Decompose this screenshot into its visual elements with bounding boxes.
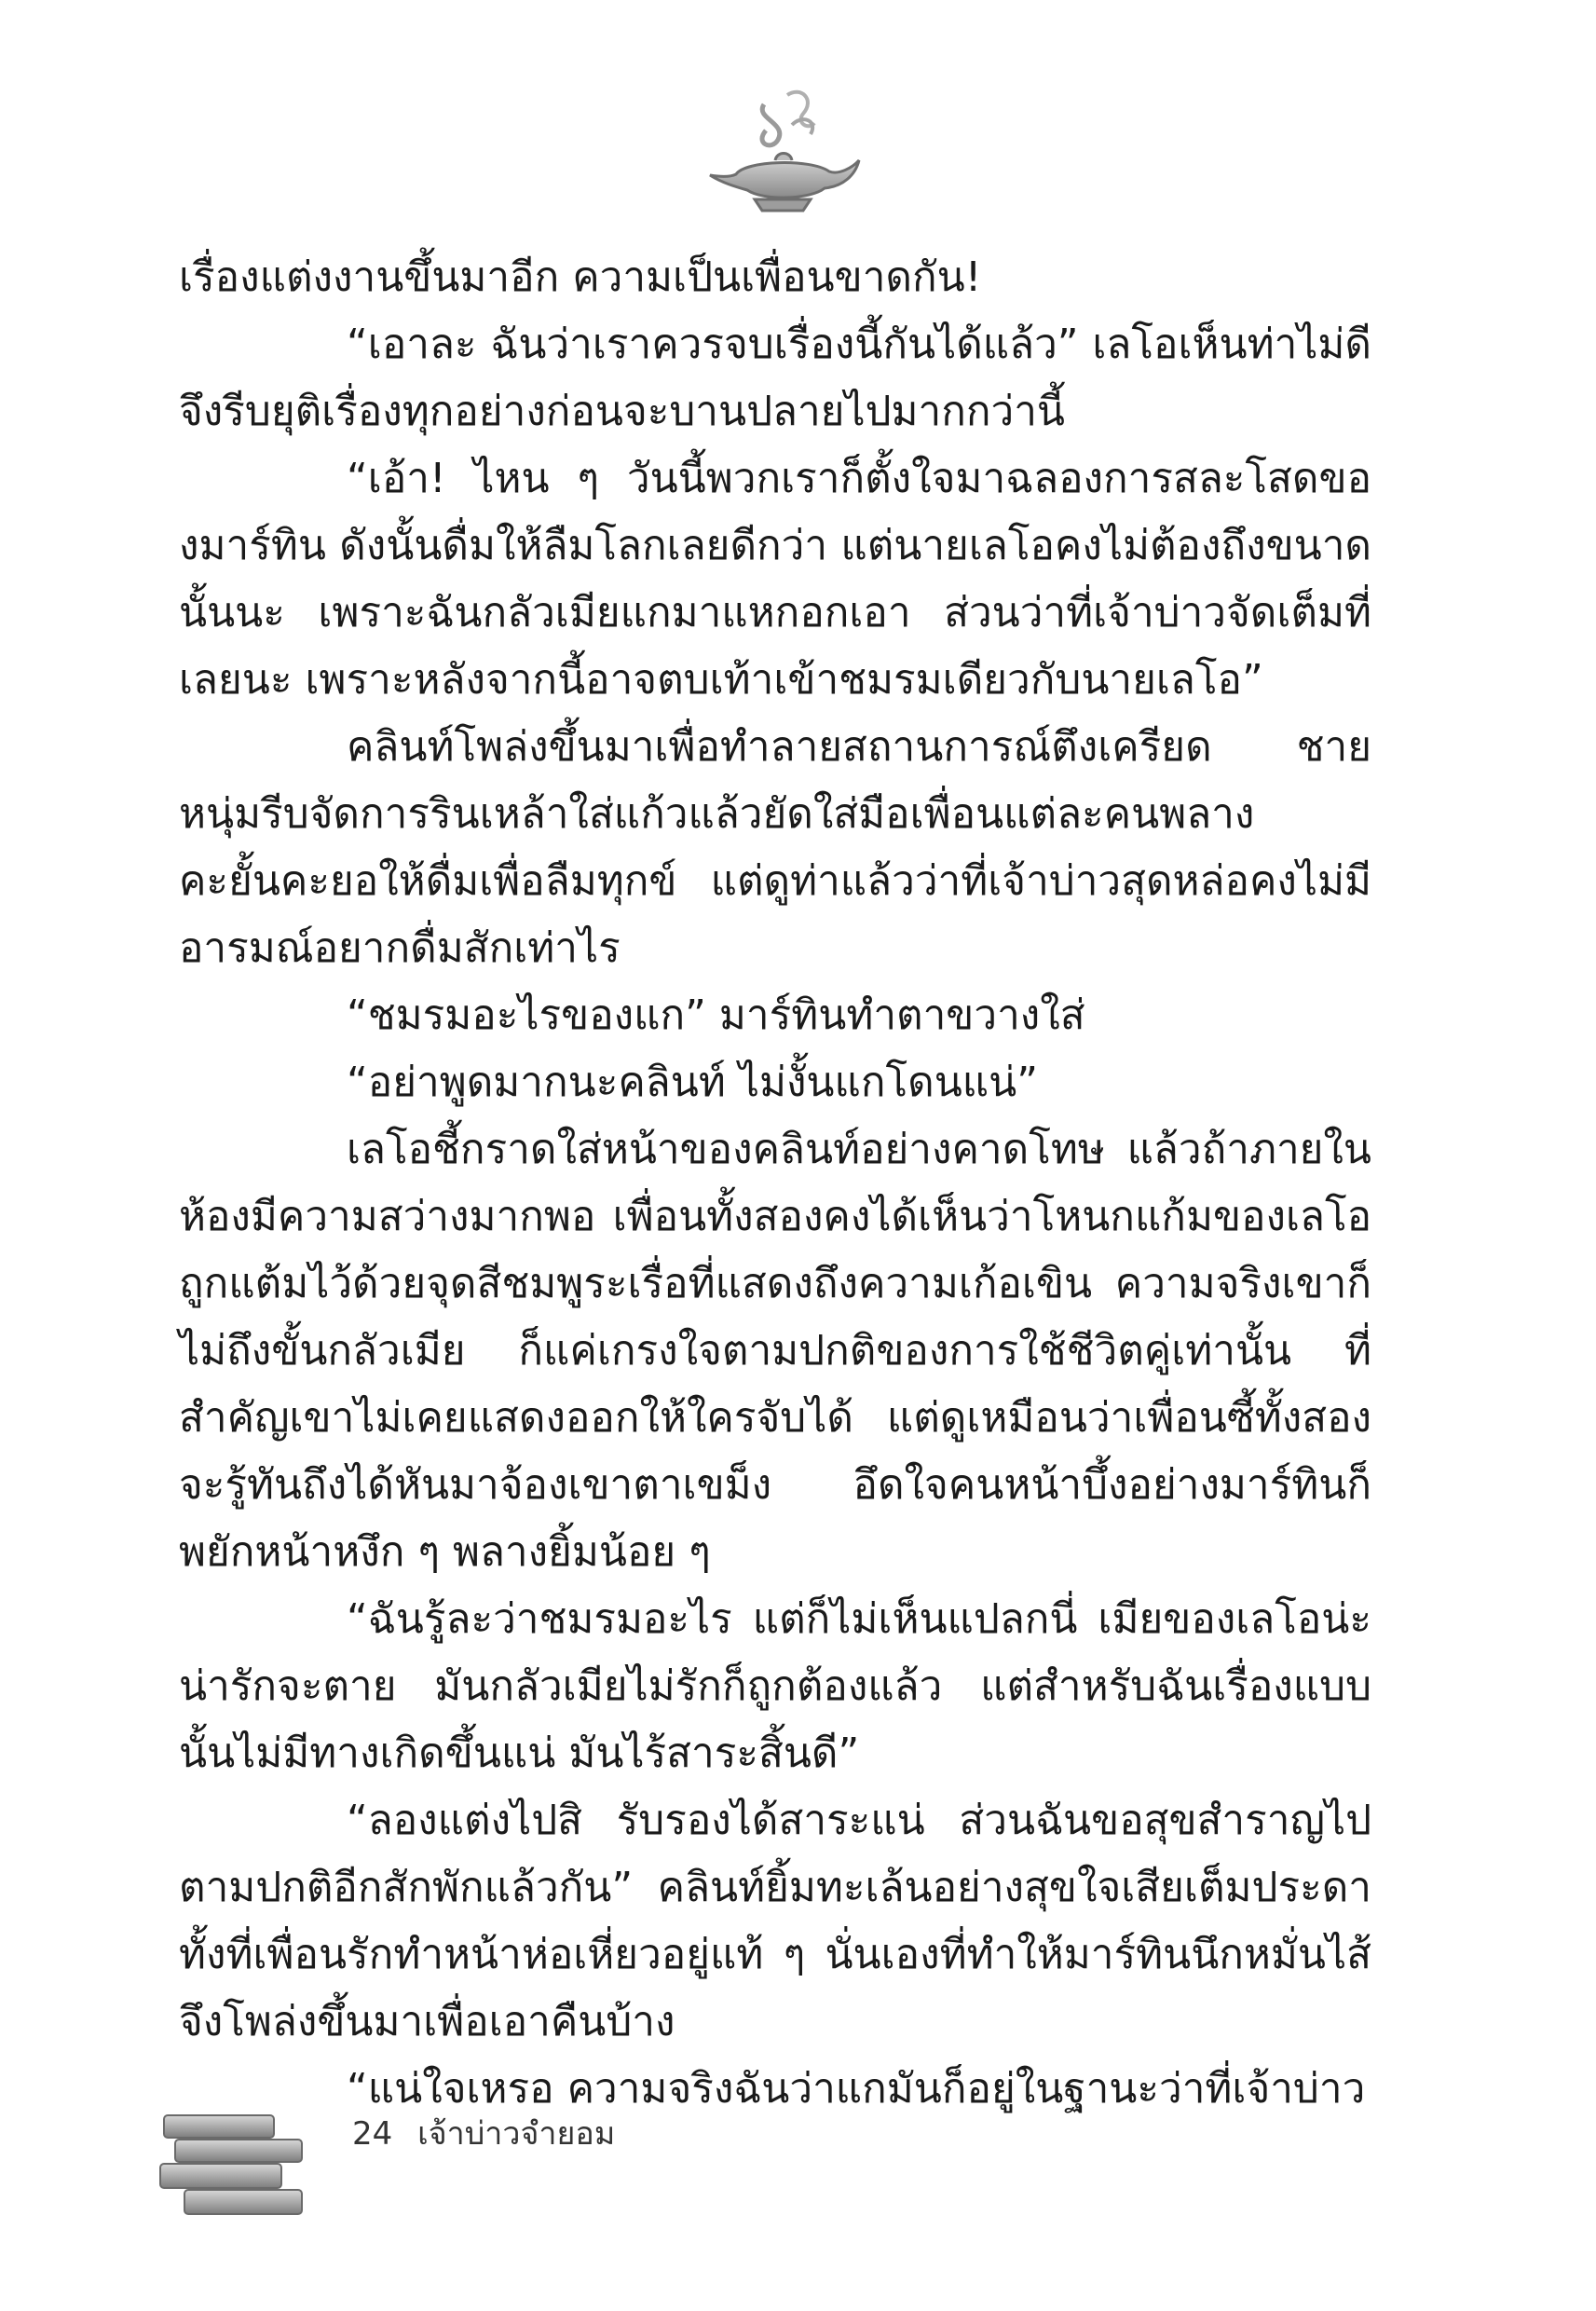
body-text: [179, 244, 1371, 2123]
magic-lamp-icon: [699, 86, 866, 226]
page-number: 24: [352, 2115, 393, 2153]
stacked-books-icon: [157, 2108, 315, 2220]
paragraph: “เอาละ ฉันว่าเราควรจบเรื่องนี้กันได้แล้ว” เลโอเห็นท่าไม่ดีจึงรีบยุติเรื่องทุกอย่างก่อนจะบานปลายไปมากกว่านี้: [179, 321, 1371, 435]
paragraph: “ฉันรู้ละว่าชมรมอะไร แต่ก็ไม่เห็นแปลกนี่ เมียของเลโอน่ะน่ารักจะตาย มันกลัวเมียไม่รักก็ถูกต้องแล้ว แต่สำหรับฉันเรื่องแบบนั้นไม่มีทางเกิดขึ้นแน่ มันไร้สาระสิ้นดี”: [179, 1595, 1371, 1777]
book-title: เจ้าบ่าวจำยอม: [417, 2115, 616, 2153]
paragraph: “อย่าพูดมากนะคลินท์ ไม่งั้นแกโดนแน่”: [347, 1059, 1039, 1106]
paragraph: เลโอชี้กราดใส่หน้าของคลินท์อย่างคาดโทษ แล้วถ้าภายในห้องมีความสว่างมากพอ เพื่อนทั้งสองคงได้เห็นว่าโหนกแก้มของเลโอถูกแต้มไว้ด้วยจุดสีชมพูระเรื่อที่แสดงถึงความเก้อเขิน ความจริงเขาก็ไม่ถึงขั้นกลัวเมีย ก็แค่เกรงใจตามปกติของการใช้ชีวิตคู่เท่านั้น ที่สำคัญเขาไม่เคยแสดงออกให้ใครจับได้ แต่ดูเหมือนว่าเพื่อนซี้ทั้งสองจะรู้ทันถึงได้หันมาจ้องเขาตาเขม็ง อึดใจคนหน้าบึ้งอย่างมาร์ทินก็พยักหน้าหงึก ๆ พลางยิ้มน้อย ๆ: [179, 1126, 1371, 1576]
page-footer: [352, 2115, 615, 2153]
paragraph: “แน่ใจเหรอ ความจริงฉันว่าแกมันก็อยู่ในฐานะว่าที่เจ้าบ่าว: [347, 2065, 1366, 2113]
paragraph: “ลองแต่งไปสิ รับรองได้สาระแน่ ส่วนฉันขอสุขสำราญไปตามปกติอีกสักพักแล้วกัน” คลินท์ยิ้มทะเล้นอย่างสุขใจเสียเต็มประดาทั้งที่เพื่อนรักทำหน้าห่อเหี่ยวอยู่แท้ ๆ นั่นเองที่ทำให้มาร์ทินนึกหมั่นไส้ จึงโพล่งขึ้นมาเพื่อเอาคืนบ้าง: [179, 1797, 1371, 2045]
paragraph: เรื่องแต่งงานขึ้นมาอีก ความเป็นเพื่อนขาดกัน!: [179, 253, 982, 301]
paragraph: “ชมรมอะไรของแก” มาร์ทินทำตาขวางใส่: [347, 991, 1085, 1039]
paragraph: “เอ้า! ไหน ๆ วันนี้พวกเราก็ตั้งใจมาฉลองการสละโสดของมาร์ทิน ดังนั้นดื่มให้ลืมโลกเลยดีกว่า แต่นายเลโอคงไม่ต้องถึงขนาดนั้นนะ เพราะฉันกลัวเมียแกมาแหกอกเอา ส่วนว่าที่เจ้าบ่าวจัดเต็มที่เลยนะ เพราะหลังจากนี้อาจตบเท้าเข้าชมรมเดียวกับนายเลโอ”: [179, 455, 1371, 704]
paragraph: คลินท์โพล่งขึ้นมาเพื่อทำลายสถานการณ์ตึงเครียด ชายหนุ่มรีบจัดการรินเหล้าใส่แก้วแล้วยัดใส่มือเพื่อนแต่ละคนพลางคะยั้นคะยอให้ดื่มเพื่อลืมทุกข์ แต่ดูท่าแล้วว่าที่เจ้าบ่าวสุดหล่อคงไม่มีอารมณ์อยากดื่มสักเท่าไร: [179, 723, 1371, 972]
